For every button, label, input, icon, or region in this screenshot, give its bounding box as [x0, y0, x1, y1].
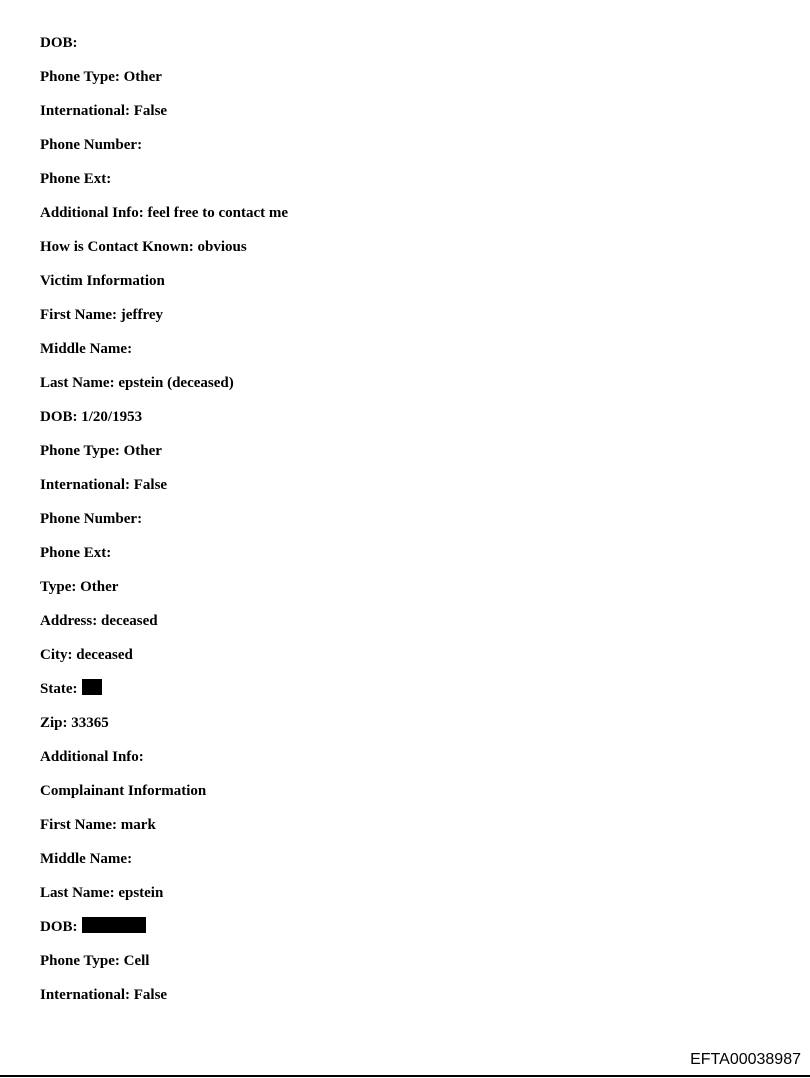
complainant-first-name: First Name: mark: [40, 817, 156, 833]
redaction-block: [82, 679, 102, 695]
victim-state-row: [40, 678, 780, 712]
victim-phone-number: Phone Number:: [40, 511, 143, 527]
victim-phone-type: Phone Type: Other: [40, 443, 162, 459]
complainant-last-name: Last Name: epstein: [40, 885, 164, 901]
victim-address: Address: deceased: [40, 613, 158, 629]
complainant-dob-label: DOB:: [40, 919, 78, 935]
contact-additional-info: Additional Info: feel free to contact me: [40, 205, 288, 221]
victim-middle-name: Middle Name:: [40, 341, 133, 357]
victim-zip: Zip: 33365: [40, 715, 109, 731]
victim-additional-info: Additional Info:: [40, 749, 144, 765]
redaction-block: [82, 917, 146, 933]
complainant-section-heading: Complainant Information: [40, 783, 207, 799]
contact-phone-number: Phone Number:: [40, 137, 143, 153]
contact-dob: DOB:: [40, 35, 78, 51]
contact-international: International: False: [40, 103, 168, 119]
victim-dob: DOB: 1/20/1953: [40, 409, 143, 425]
complainant-international: International: False: [40, 987, 168, 1003]
victim-state-label: State:: [40, 681, 78, 697]
document-body: [40, 32, 780, 1018]
victim-international: International: False: [40, 477, 168, 493]
victim-city: City: deceased: [40, 647, 133, 663]
footer-divider: [0, 1075, 810, 1077]
document-id: EFTA00038987: [690, 1051, 801, 1068]
complainant-middle-name: Middle Name:: [40, 851, 133, 867]
victim-last-name: Last Name: epstein (deceased): [40, 375, 234, 391]
victim-address-type: Type: Other: [40, 579, 119, 595]
contact-how-known: How is Contact Known: obvious: [40, 239, 247, 255]
contact-phone-ext: Phone Ext:: [40, 171, 112, 187]
victim-phone-ext: Phone Ext:: [40, 545, 112, 561]
complainant-phone-type: Phone Type: Cell: [40, 953, 150, 969]
victim-first-name: First Name: jeffrey: [40, 307, 163, 323]
contact-phone-type: Phone Type: Other: [40, 69, 162, 85]
complainant-dob-row: [40, 916, 780, 950]
victim-section-heading: Victim Information: [40, 273, 165, 289]
